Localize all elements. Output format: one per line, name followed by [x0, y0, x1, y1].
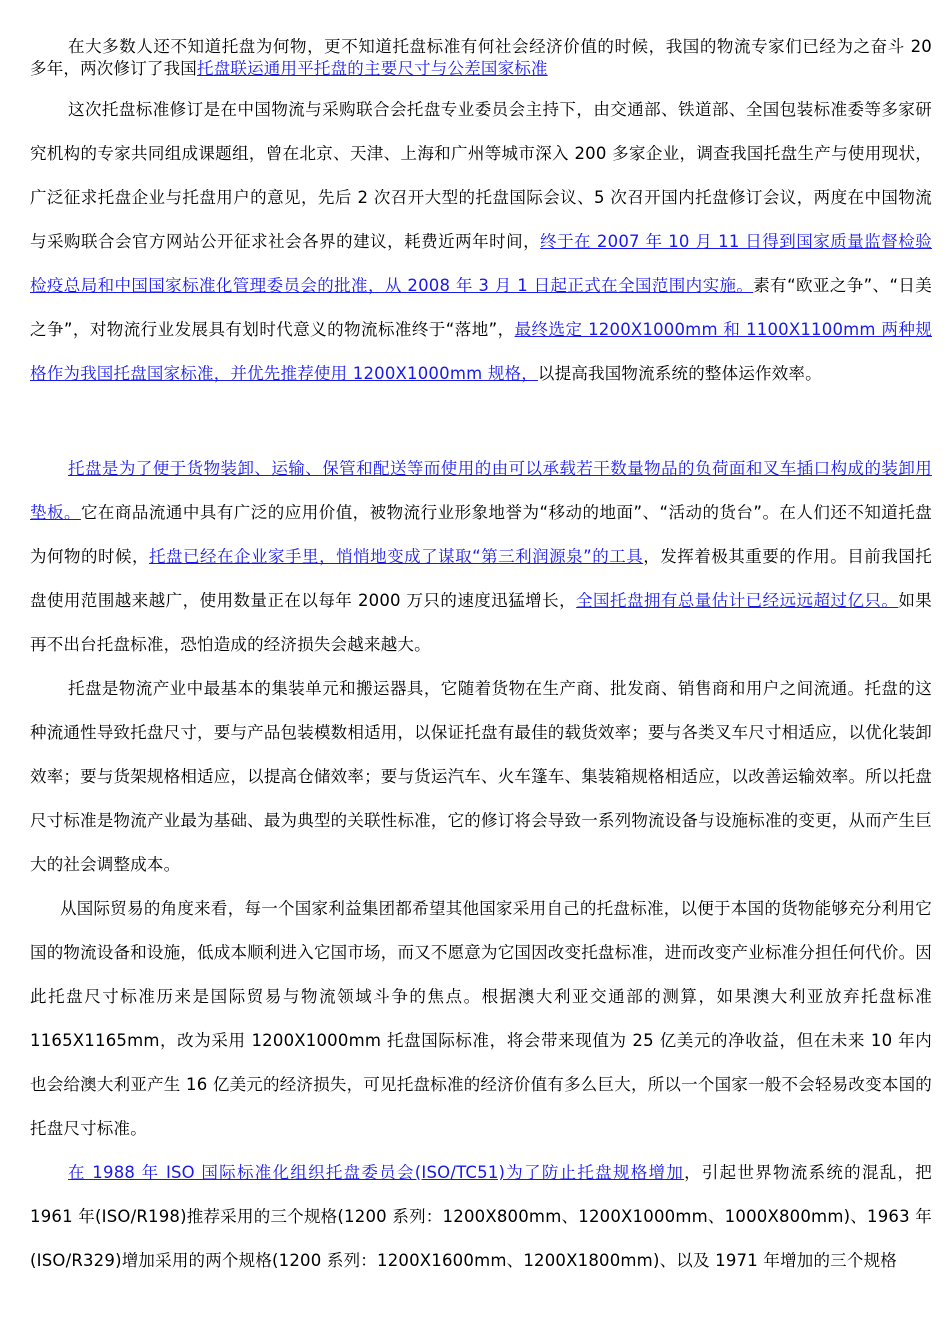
paragraph-6 [30, 1151, 932, 1283]
paragraph-5-text: 从国际贸易的角度来看，每一个国家利益集团都希望其他国家采用自己的托盘标准，以便于本国的货物能够充分利用它国的物流设备和设施，低成本顺利进入它国市场，而又不愿意为它国因改变托盘标准，进而改变产业标准分担任何代价。因此托盘尺寸标准历来是国际贸易与物流领域斗争的焦点。根据澳大利亚交通部的测算，如果澳大利亚放弃托盘标准 1165X1165mm，改为采用 1200X1000mm 托盘国际标准，将会带来现值为 25 亿美元的净收益，但在未来 10 年内也会给澳大利亚产生 16 亿美元的经济损失，可见托盘标准的经济价值有多么巨大，所以一个国家一般不会轻易改变本国的托盘尺寸标准。 [30, 899, 932, 1138]
link-pallet-standard[interactable]: 托盘联运通用平托盘的主要尺寸与公差国家标准 [197, 59, 548, 78]
paragraph-3-text-2: ，发挥着极其重要的作用。目前我国托盘使用范围越来越广，使用数量正在以每年 2000 万只的速度迅猛增长， [30, 547, 932, 610]
paragraph-3-text-1: 它在商品流通中具有广泛的应用价值，被物流行业形象地誉为“移动的地面”、“活动的货台”。在人们还不知道托盘为何物的时候， [30, 503, 932, 566]
paragraph-4-text: 托盘是物流产业中最基本的集装单元和搬运器具，它随着货物在生产商、批发商、销售商和用户之间流通。托盘的这种流通性导致托盘尺寸，要与产品包装模数相适用，以保证托盘有最佳的载货效率；要与各类叉车尺寸相适应，以优化装卸效率；要与货架规格相适应，以提高仓储效率；要与货运汽车、火车篷车、集装箱规格相适应，以改善运输效率。所以托盘尺寸标准是物流产业最为基础、最为典型的关联性标准，它的修订将会导致一系列物流设备与设施标准的变更，从而产生巨大的社会调整成本。 [30, 679, 932, 874]
paragraph-2 [30, 88, 932, 396]
paragraph-3 [30, 447, 932, 667]
paragraph-4 [30, 667, 932, 887]
link-third-profit-source[interactable]: 托盘已经在企业家手里，悄悄地变成了谋取“第三利润源泉”的工具 [149, 547, 644, 566]
paragraph-5 [30, 887, 932, 1151]
paragraph-1-text: 在大多数人还不知道托盘为何物，更不知道托盘标准有何社会经济价值的时候，我国的物流专家们已经为之奋斗 20 多年，两次修订了我国 [30, 37, 932, 78]
link-selected-sizes[interactable]: 最终选定 1200X1000mm 和 1100X1100mm 两种规格作为我国托盘国家标准，并优先推荐使用 1200X1000mm 规格， [30, 320, 932, 383]
paragraph-3-text-3: 如果再不出台托盘标准，恐怕造成的经济损失会越来越大。 [30, 591, 933, 654]
paragraph-2-text-1: 这次托盘标准修订是在中国物流与采购联合会托盘专业委员会主持下，由交通部、铁道部、全国包装标准委等多家研究机构的专家共同组成课题组，曾在北京、天津、上海和广州等城市深入 200 多家企业，调查我国托盘生产与使用现状，广泛征求托盘企业与托盘用户的意见，先后 2 次召开大型的托盘国际会议、5 次召开国内托盘修订会议，两度在中国物流与采购联合会官方网站公开征求社会各界的建议，耗费近两年时间， [30, 100, 932, 251]
paragraph-6-text: ，引起世界物流系统的混乱，把 1961 年(ISO/R198)推荐采用的三个规格(1200 系列：1200X800mm、1200X1000mm、1000X800mm)、1963 年(ISO/R329)增加采用的两个规格(1200 系列：1200X1600mm、1200X1800mm)、以及 1971 年增加的三个规格 [30, 1163, 932, 1270]
link-total-pallets[interactable]: 全国托盘拥有总量估计已经远远超过亿只。 [576, 591, 899, 610]
paragraph-1 [30, 36, 932, 80]
link-pallet-definition[interactable]: 托盘是为了便于货物装卸、运输、保管和配送等而使用的由可以承载若干数量物品的负荷面和叉车插口构成的装卸用垫板。 [30, 459, 932, 522]
link-approval-date[interactable]: 终于在 2007 年 10 月 11 日得到国家质量监督检验检疫总局和中国国家标准化管理委员会的批准，从 2008 年 3 月 1 日起正式在全国范围内实施。 [30, 232, 933, 295]
paragraph-2-text-3: 以提高我国物流系统的整体运作效率。 [537, 364, 822, 383]
paragraph-2-text-2: 素有“欧亚之争”、“日美之争”，对物流行业发展具有划时代意义的物流标准终于“落地”， [30, 276, 933, 339]
link-iso-1988[interactable]: 在 1988 年 ISO 国际标准化组织托盘委员会(ISO/TC51)为了防止托盘规格增加 [68, 1163, 685, 1182]
